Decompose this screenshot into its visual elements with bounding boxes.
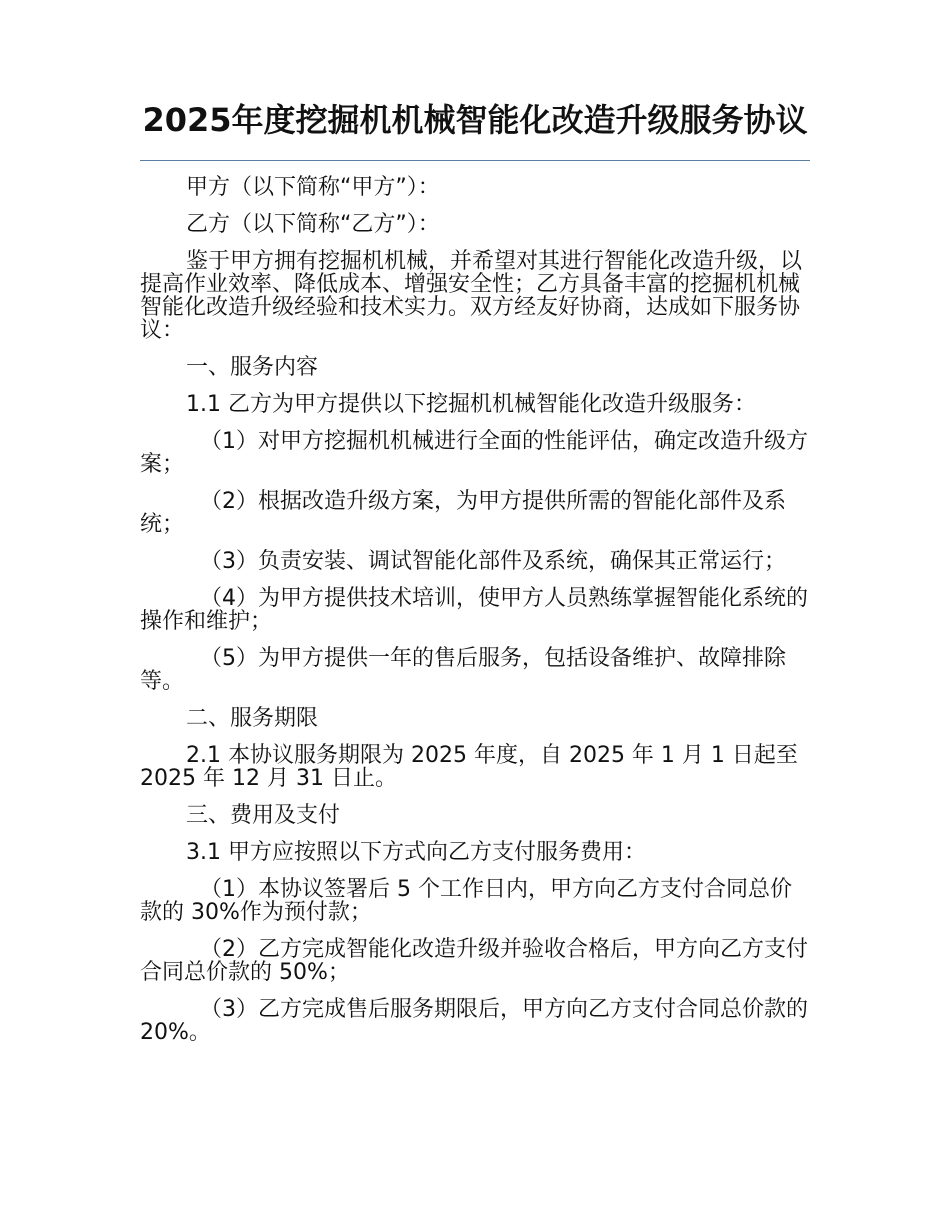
clause-3-1-item-2: （2）乙方完成智能化改造升级并验收合格后，甲方向乙方支付合同总价款的 50%； bbox=[140, 937, 808, 985]
preamble-paragraph: 鉴于甲方拥有挖掘机机械，并希望对其进行智能化改造升级，以提高作业效率、降低成本、增强安全性；乙方具备丰富的挖掘机机械智能化改造升级经验和技术实力。双方经友好协商，达成如下服务协议： bbox=[140, 249, 803, 343]
clause-1-1-item-3: （3）负责安装、调试智能化部件及系统，确保其正常运行； bbox=[200, 549, 786, 574]
clause-1-1: 1.1 乙方为甲方提供以下挖掘机机械智能化改造升级服务： bbox=[186, 392, 756, 417]
clause-1-1-item-5: （5）为甲方提供一年的售后服务，包括设备维护、故障排除等。 bbox=[140, 646, 786, 694]
clause-1-1-item-2: （2）根据改造升级方案，为甲方提供所需的智能化部件及系统； bbox=[140, 489, 786, 537]
clause-3-1-item-1: （1）本协议签署后 5 个工作日内，甲方向乙方支付合同总价款的 30%作为预付款； bbox=[140, 877, 792, 925]
clause-1-1-item-4: （4）为甲方提供技术培训，使甲方人员熟练掌握智能化系统的操作和维护； bbox=[140, 586, 808, 634]
clause-3-1-item-3: （3）乙方完成售后服务期限后，甲方向乙方支付合同总价款的 20%。 bbox=[140, 997, 808, 1045]
party-b-line: 乙方（以下简称“乙方”）： bbox=[186, 212, 440, 237]
document-body bbox=[140, 176, 810, 1058]
section-heading-service-term: 二、服务期限 bbox=[186, 706, 319, 731]
clause-3-1: 3.1 甲方应按照以下方式向乙方支付服务费用： bbox=[186, 840, 646, 865]
clause-1-1-item-1: （1）对甲方挖掘机机械进行全面的性能评估，确定改造升级方案； bbox=[140, 429, 808, 477]
section-heading-fees-payment: 三、费用及支付 bbox=[186, 803, 341, 828]
section-heading-service-content: 一、服务内容 bbox=[186, 355, 319, 380]
title-underline bbox=[140, 160, 810, 161]
clause-2-1: 2.1 本协议服务期限为 2025 年度，自 2025 年 1 月 1 日起至 2025 年 12 月 31 日止。 bbox=[140, 743, 798, 791]
party-a-line: 甲方（以下简称“甲方”）： bbox=[186, 175, 440, 200]
document-title: 2025年度挖掘机机械智能化改造升级服务协议 bbox=[142, 101, 808, 139]
